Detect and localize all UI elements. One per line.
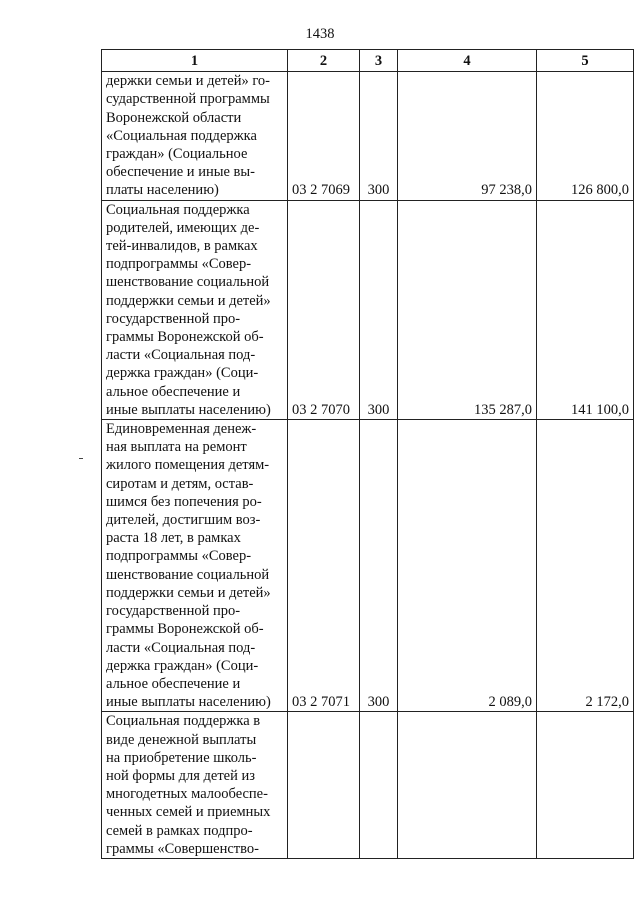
row-code: 03 2 7070 xyxy=(288,200,360,419)
row-value-col5: 141 100,0 xyxy=(537,200,634,419)
description-line: раста 18 лет, в рамках xyxy=(106,530,241,547)
table-row xyxy=(102,712,634,859)
description-line: шенствование социальной xyxy=(106,274,270,291)
description-line: государственной про- xyxy=(106,603,241,620)
description-line: ная выплата на ремонт xyxy=(106,439,247,456)
row-value-col5: 2 172,0 xyxy=(537,420,634,712)
header-row xyxy=(102,50,634,72)
row-type: 300 xyxy=(360,72,398,200)
description-line: держка граждан» (Соци- xyxy=(106,365,259,382)
description-line: Воронежской области xyxy=(106,109,242,126)
description-line: обеспечение и иные вы- xyxy=(106,164,255,181)
row-description xyxy=(102,72,288,200)
description-line: сударственной программы xyxy=(106,91,270,108)
description-line: поддержки семьи и детей» xyxy=(106,292,271,309)
description-line: граммы Воронежской об- xyxy=(106,329,264,346)
description-line: ласти «Социальная под- xyxy=(106,639,256,656)
description-line: родителей, имеющих де- xyxy=(106,219,260,236)
row-description xyxy=(102,712,288,859)
table-row xyxy=(102,200,634,419)
description-line: государственной про- xyxy=(106,310,241,327)
description-line: дителей, достигшим воз- xyxy=(106,512,261,529)
description-line: на приобретение школь- xyxy=(106,749,257,766)
description-line: держка граждан» (Соци- xyxy=(106,657,259,674)
header-col-1: 1 xyxy=(102,50,288,72)
description-line: ченных семей и приемных xyxy=(106,804,271,821)
row-value-col5: 126 800,0 xyxy=(537,72,634,200)
row-type: 300 xyxy=(360,200,398,419)
description-line: жилого помещения детям- xyxy=(106,457,270,474)
description-line: иные выплаты населению) xyxy=(106,694,271,711)
row-description xyxy=(102,420,288,712)
description-line: подпрограммы «Совер- xyxy=(106,256,252,273)
description-line: держки семьи и детей» го- xyxy=(106,73,271,90)
description-line: платы населению) xyxy=(106,182,219,199)
row-type xyxy=(360,712,398,859)
description-line: ласти «Социальная под- xyxy=(106,347,256,364)
row-description xyxy=(102,200,288,419)
row-code xyxy=(288,712,360,859)
row-type: 300 xyxy=(360,420,398,712)
row-code: 03 2 7071 xyxy=(288,420,360,712)
row-value-col4: 135 287,0 xyxy=(398,200,537,419)
description-line: иные выплаты населению) xyxy=(106,401,271,418)
description-line: семей в рамках подпро- xyxy=(106,822,253,839)
description-line: альное обеспечение и xyxy=(106,383,241,400)
description-line: виде денежной выплаты xyxy=(106,731,257,748)
row-value-col4: 97 238,0 xyxy=(398,72,537,200)
row-code: 03 2 7069 xyxy=(288,72,360,200)
budget-table xyxy=(101,49,634,859)
row-value-col5 xyxy=(537,712,634,859)
description-line: граммы Воронежской об- xyxy=(106,621,264,638)
margin-mark xyxy=(79,458,83,459)
description-line: Социальная поддержка xyxy=(106,201,250,218)
header-col-2: 2 xyxy=(288,50,360,72)
description-line: Единовременная денеж- xyxy=(106,421,257,438)
description-line: граммы «Совершенство- xyxy=(106,840,259,857)
description-line: шенствование социальной xyxy=(106,566,270,583)
description-line: Социальная поддержка в xyxy=(106,713,261,730)
description-line: шимся без попечения ро- xyxy=(106,493,262,510)
page-number: 1438 xyxy=(305,26,335,42)
description-line: тей-инвалидов, в рамках xyxy=(106,238,258,255)
description-line: граждан» (Социальное xyxy=(106,146,248,163)
description-line: поддержки семьи и детей» xyxy=(106,584,271,601)
description-line: альное обеспечение и xyxy=(106,675,241,692)
description-line: ной формы для детей из xyxy=(106,767,255,784)
header-col-4: 4 xyxy=(398,50,537,72)
table-row xyxy=(102,72,634,200)
row-value-col4 xyxy=(398,712,537,859)
header-col-5: 5 xyxy=(537,50,634,72)
row-value-col4: 2 089,0 xyxy=(398,420,537,712)
table-row xyxy=(102,420,634,712)
description-line: «Социальная поддержка xyxy=(106,127,257,144)
description-line: подпрограммы «Совер- xyxy=(106,548,252,565)
header-col-3: 3 xyxy=(360,50,398,72)
description-line: сиротам и детям, остав- xyxy=(106,475,254,492)
description-line: многодетных малообеспе- xyxy=(106,786,268,803)
